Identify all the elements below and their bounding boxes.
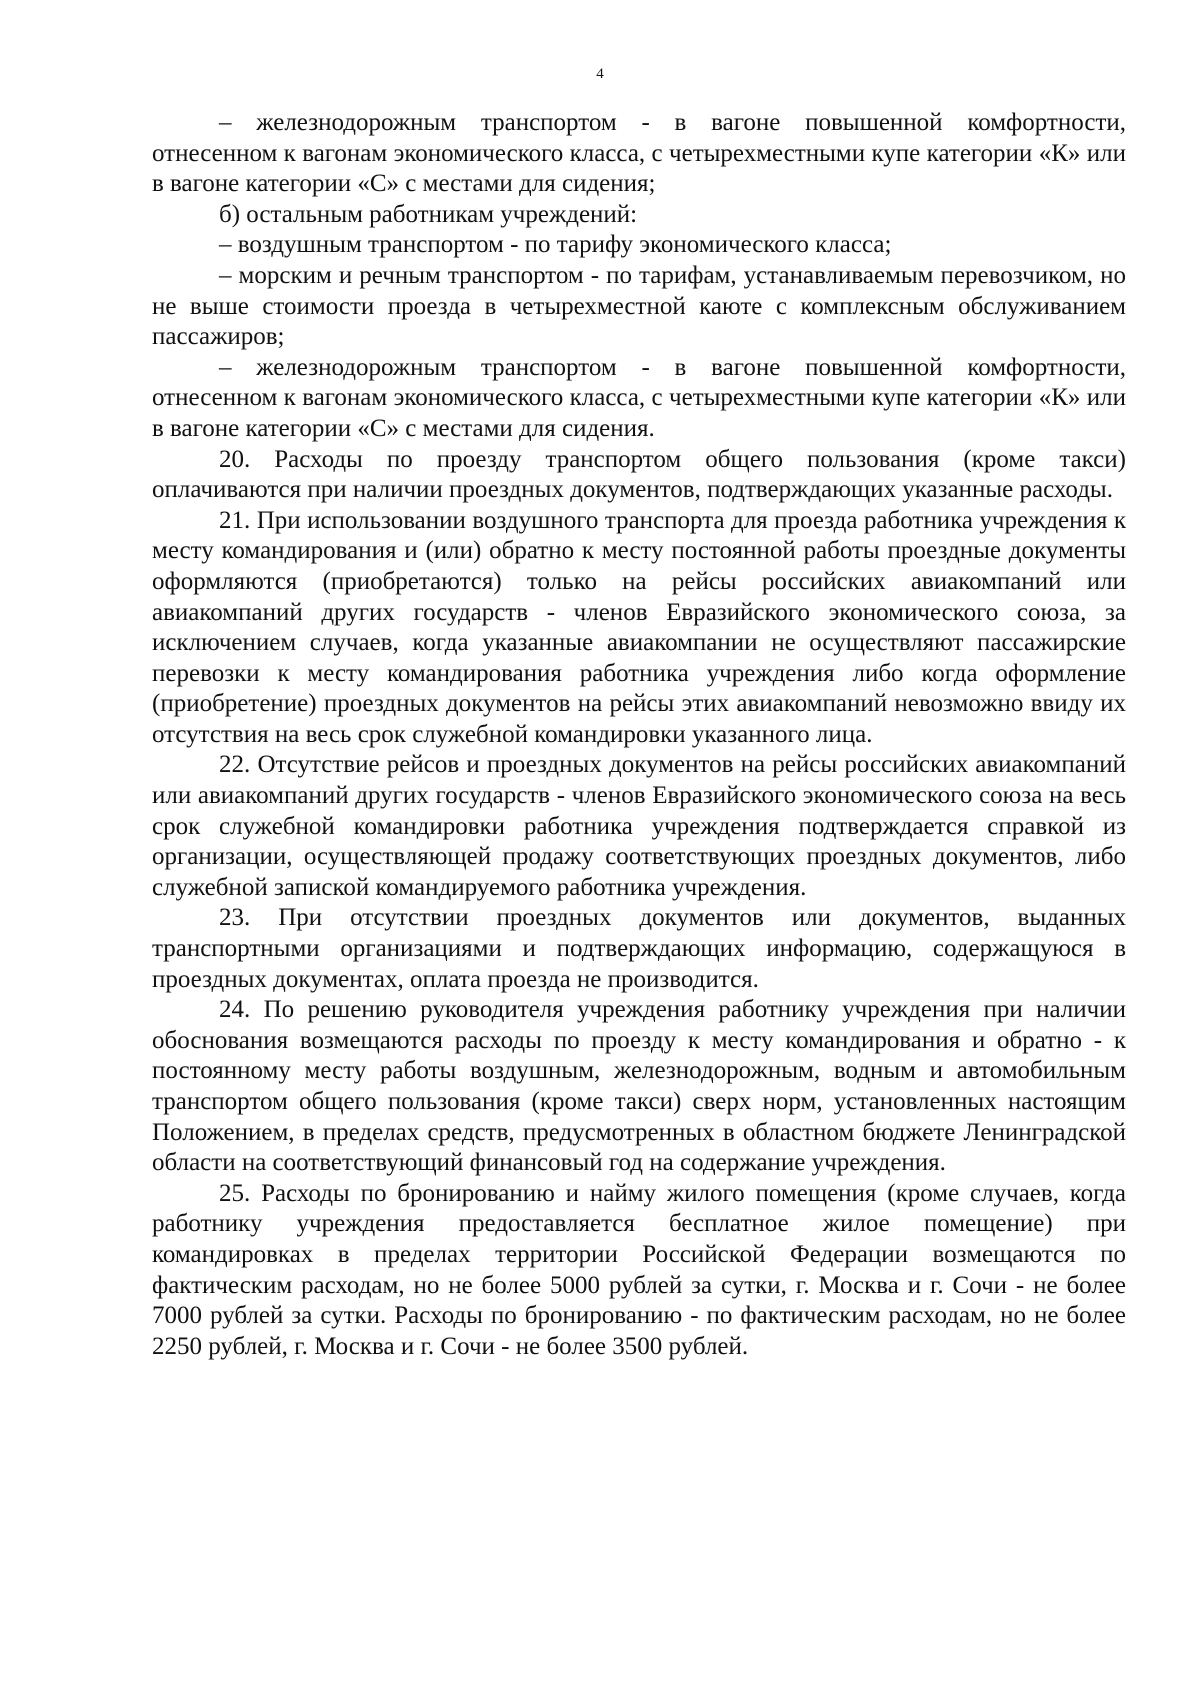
paragraph-clause-20: 20. Расходы по проезду транспортом общего пользования (кроме такси) оплачиваются при наличии проездных документов, подтверждающих указанные расходы. [152,445,1126,504]
paragraph-clause-22: 22. Отсутствие рейсов и проездных документов на рейсы российских авиакомпаний или авиакомпаний других государств - членов Евразийского экономического союза на весь срок служебной командировки работника учреждения подтверждается справкой из организации, осуществляющей продажу соответствующих проездных документов, либо служебной запиской командируемого работника учреждения. [152,751,1126,901]
paragraph-air-transport: – воздушным транспортом - по тарифу экономического класса; [219,231,892,259]
paragraph-clause-25: 25. Расходы по бронированию и найму жилого помещения (кроме случаев, когда работнику учреждения предоставляется бесплатное жилое помещение) при командировках в пределах территории Российской Федерации возмещаются по фактическим расходам, но не более 5000 рублей за сутки, г. Москва и г. Сочи - не более 7000 рублей за сутки. Расходы по бронированию - по фактическим расходам, но не более 2250 рублей, г. Москва и г. Сочи - не более 3500 рублей. [152,1179,1126,1360]
paragraph-sea-river-transport: – морским и речным транспортом - по тарифам, устанавливаемым перевозчиком, но не выше стоимости проезда в четырехместной каюте с комплексным обслуживанием пассажиров; [152,261,1126,351]
paragraph-clause-23: 23. При отсутствии проездных документов или документов, выданных транспортными организациями и подтверждающих информацию, содержащуюся в проездных документах, оплата проезда не производится. [152,904,1126,993]
page-number: 4 [596,66,604,82]
paragraph-rail-transport-other: – железнодорожным транспортом - в вагоне повышенной комфортности, отнесенном к вагонам экономического класса, с четырехместными купе категории «К» или в вагоне категории «С» с местами для сидения. [152,353,1126,442]
paragraph-rail-transport-senior: – железнодорожным транспортом - в вагоне повышенной комфортности, отнесенном к вагонам экономического класса, с четырехместными купе категории «К» или в вагоне категории «С» с местами для сидения; [152,109,1126,198]
paragraph-clause-24: 24. По решению руководителя учреждения работнику учреждения при наличии обоснования возмещаются расходы по проезду к месту командирования и обратно - к постоянному месту работы воздушным, железнодорожным, водным и автомобильным транспортом общего пользования (кроме такси) сверх норм, установленных настоящим Положением, в пределах средств, предусмотренных в областном бюджете Ленинградской области на соответствующий финансовый год на содержание учреждения. [152,996,1126,1177]
document-body [152,108,1126,1362]
paragraph-subitem-b: б) остальным работникам учреждений: [219,200,638,228]
paragraph-clause-21: 21. При использовании воздушного транспорта для проезда работника учреждения к месту командирования и (или) обратно к месту постоянной работы проездные документы оформляются (приобретаются) только на рейсы российских авиакомпаний или авиакомпаний других государств - членов Евразийского экономического союза, за исключением случаев, когда указанные авиакомпании не осуществляют пассажирские перевозки к месту командирования работника учреждения либо когда оформление (приобретение) проездных документов на рейсы этих авиакомпаний невозможно ввиду их отсутствия на весь срок служебной командировки указанного лица. [152,506,1126,748]
